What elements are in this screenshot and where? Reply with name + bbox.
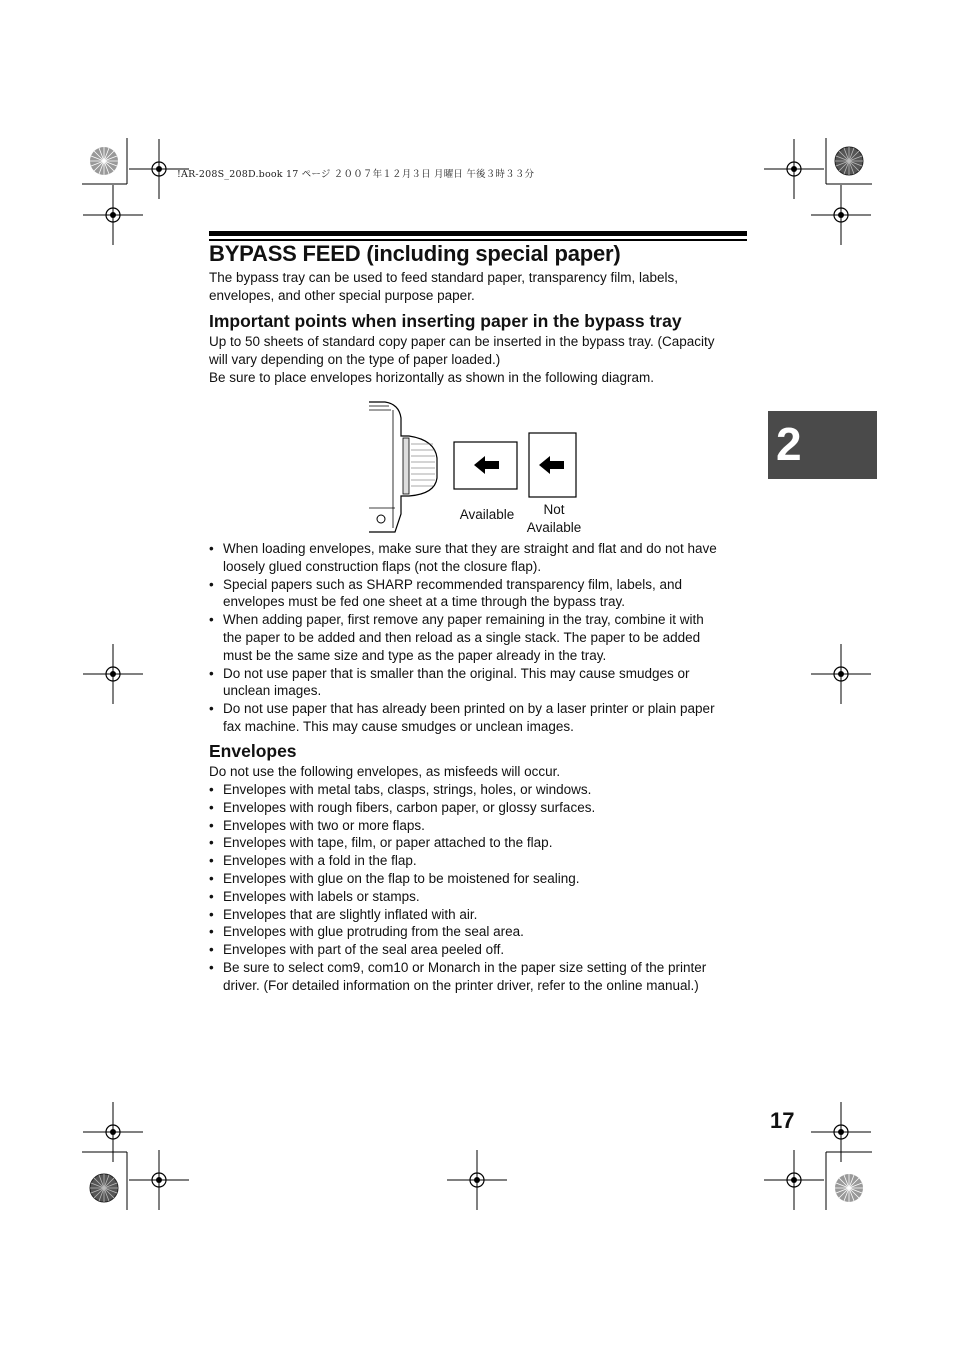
intro-line: The bypass tray can be used to feed standard paper, transparency film, labels, bbox=[209, 270, 679, 285]
list-item-line: the paper to be added and then reload as a single stack. The paper to be added bbox=[223, 629, 701, 645]
list-item-line: unclean images. bbox=[223, 683, 322, 699]
chapter-tab bbox=[768, 411, 877, 479]
caption-available: Available bbox=[459, 507, 515, 522]
list-item-line: Do not use paper that is smaller than the original. This may cause smudges or bbox=[223, 665, 690, 681]
list-item-line: Special papers such as SHARP recommended transparency film, labels, and bbox=[223, 576, 682, 592]
list-item: • Envelopes with glue on the flap to be moistened for sealing. bbox=[209, 870, 749, 888]
list-item: • Envelopes with rough fibers, carbon paper, or glossy surfaces. bbox=[209, 799, 749, 817]
page-title: BYPASS FEED (including special paper) bbox=[209, 241, 621, 266]
file-info-header: !AR-208S_208D.book 17 ページ ２００７年１２月３日 月曜日 午後３時３３分 bbox=[177, 169, 535, 180]
list-item-line: loosely glued construction flaps (not the closure flap). bbox=[223, 558, 542, 574]
list-item bbox=[209, 576, 749, 612]
important-line: Up to 50 sheets of standard copy paper can be inserted in the bypass tray. (Capacity bbox=[209, 334, 715, 349]
list-item: • Envelopes with metal tabs, clasps, strings, holes, or windows. bbox=[209, 781, 749, 799]
chapter-number: 2 bbox=[776, 418, 802, 470]
list-item: • Envelopes with part of the seal area peeled off. bbox=[209, 941, 749, 959]
list-item: • Envelopes with a fold in the flap. bbox=[209, 852, 749, 870]
list-item-line: envelopes must be fed one sheet at a time through the bypass tray. bbox=[223, 594, 625, 610]
list-item: • Envelopes with two or more flaps. bbox=[209, 817, 749, 835]
intro-line: envelopes, and other special purpose paper. bbox=[209, 287, 475, 303]
caption-not-available bbox=[518, 501, 590, 537]
list-item-line: When loading envelopes, make sure that they are straight and flat and do not have bbox=[223, 541, 717, 556]
list-item bbox=[209, 540, 749, 576]
caption-not-available-line: Not bbox=[543, 502, 565, 517]
list-item bbox=[209, 959, 749, 995]
list-item-line: Do not use paper that has already been printed on by a laser printer or plain paper bbox=[223, 701, 715, 717]
list-item-line: fax machine. This may cause smudges or unclean images. bbox=[223, 718, 574, 734]
list-item: • Envelopes with labels or stamps. bbox=[209, 888, 749, 906]
section-heading-important: Important points when inserting paper in the bypass tray bbox=[209, 311, 682, 331]
title-rule-thick bbox=[209, 231, 747, 236]
list-item-line: driver. (For detailed information on the printer driver, refer to the online manual.) bbox=[223, 977, 699, 993]
notes-list bbox=[209, 540, 749, 736]
list-item: • Envelopes with tape, film, or paper attached to the flap. bbox=[209, 834, 749, 852]
list-item-line: When adding paper, first remove any paper remaining in the tray, combine it with bbox=[223, 612, 704, 628]
list-item: • Envelopes that are slightly inflated with air. bbox=[209, 906, 749, 924]
section-heading-envelopes: Envelopes bbox=[209, 741, 297, 761]
important-paragraph bbox=[209, 333, 749, 386]
important-line: will vary depending on the type of paper loaded.) bbox=[209, 351, 501, 367]
list-item: • Envelopes with glue protruding from the seal area. bbox=[209, 923, 749, 941]
page-number: 17 bbox=[770, 1108, 795, 1133]
list-item bbox=[209, 700, 749, 736]
caption-not-available-line: Available bbox=[526, 519, 582, 535]
important-line: Be sure to place envelopes horizontally as shown in the following diagram. bbox=[209, 369, 655, 385]
envelopes-intro: Do not use the following envelopes, as misfeeds will occur. bbox=[209, 764, 561, 779]
list-item-line: must be the same size and type as the paper already in the tray. bbox=[223, 647, 607, 663]
envelopes-list bbox=[209, 781, 749, 995]
list-item bbox=[209, 665, 749, 701]
intro-paragraph bbox=[209, 269, 749, 305]
list-item-line: Be sure to select com9, com10 or Monarch in the paper size setting of the printer bbox=[223, 959, 707, 975]
list-item bbox=[209, 611, 749, 664]
